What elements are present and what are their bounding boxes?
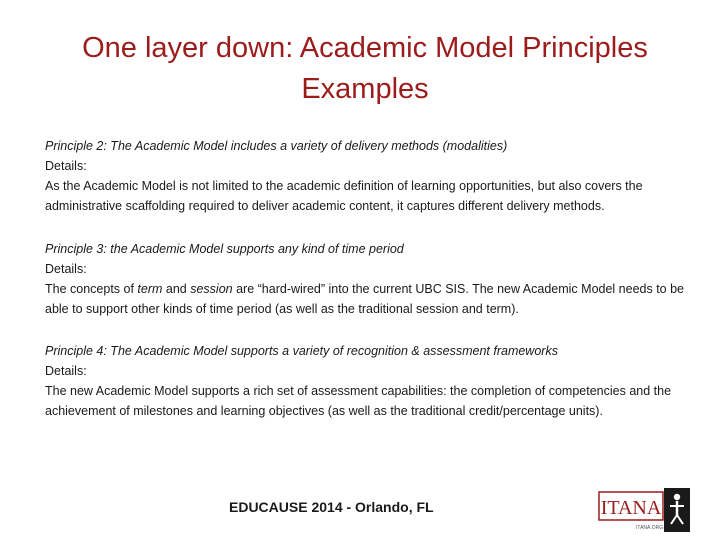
principle-3-text-c: are “hard-wired” into the current UBC SIS. The new Academic Model needs to be able to support other kinds of time period (as well as the traditional session and term).: [45, 282, 685, 316]
principle-4-heading: Principle 4: The Academic Model supports a variety of recognition & assessment frameworks: [45, 344, 558, 358]
principle-2-text: As the Academic Model is not limited to the academic definition of learning opportunities, but also covers the administrative scaffolding required to deliver academic content, it captures different delivery methods.: [45, 179, 643, 213]
footer-event: EDUCAUSE 2014 - Orlando, FL: [229, 499, 434, 515]
principle-3-session-italic: session: [190, 282, 233, 296]
title-line-2: Examples: [301, 73, 429, 105]
logo-wordmark: ITANA: [600, 497, 662, 519]
principle-3-text-a: The concepts of: [45, 282, 138, 296]
principle-4-details-label: Details:: [45, 364, 87, 378]
page-title: [20, 28, 710, 110]
principle-3-details-label: Details:: [45, 262, 87, 276]
principle-3-text: [45, 279, 685, 319]
principle-4: [45, 341, 685, 421]
principle-4-text: The new Academic Model supports a rich set of assessment capabilities: the completion of competencies and the achievement of milestones and learning objectives (as well as the traditional credit/percentage units).: [45, 384, 672, 418]
principle-3-heading: Principle 3: the Academic Model supports any kind of time period: [45, 242, 404, 256]
principle-3-term-italic: term: [137, 282, 163, 296]
principle-2-details-label: Details:: [45, 159, 87, 173]
principle-2: [45, 136, 685, 216]
principle-3: [45, 239, 685, 319]
principles-content: [45, 136, 685, 421]
title-line-1: One layer down: Academic Model Principles: [82, 32, 648, 64]
principle-3-text-b: and: [162, 282, 191, 296]
principle-2-heading: Principle 2: The Academic Model includes a variety of delivery methods (modalities): [45, 139, 508, 153]
logo-tagline: ITANA.ORG: [636, 525, 664, 531]
person-icon: [664, 488, 690, 532]
itana-logo: [598, 488, 694, 532]
